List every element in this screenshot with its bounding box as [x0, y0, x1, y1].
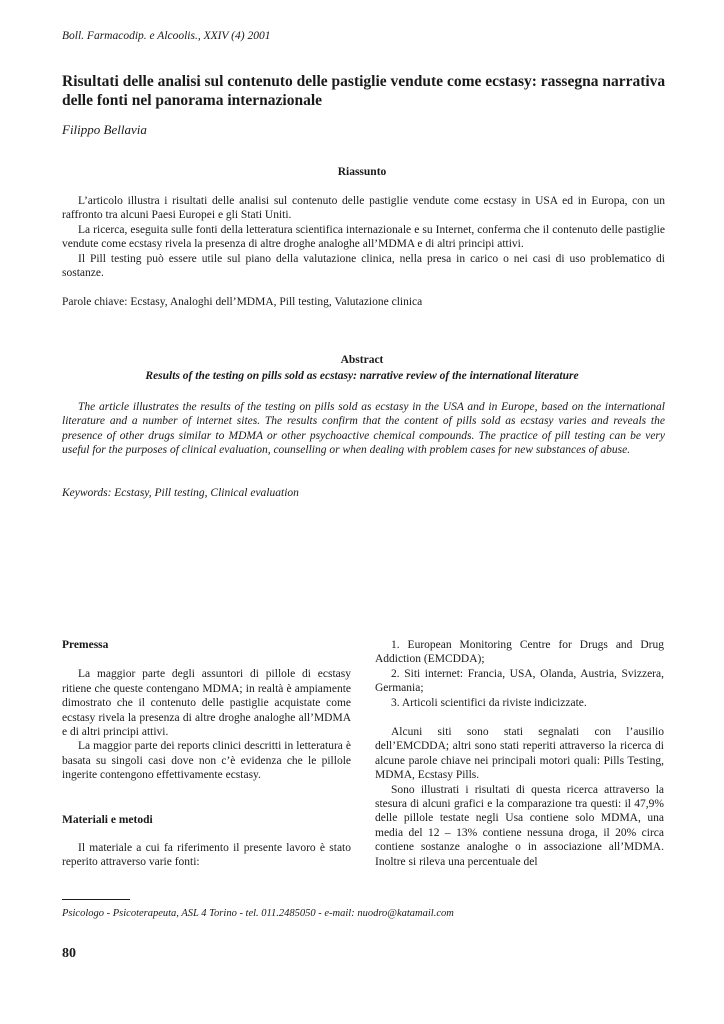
riassunto-paragraph: La ricerca, eseguita sulle fonti della letteratura scientifica internazionale e su Internet, conferma che il contenuto delle pastiglie vendute come ecstasy rivela la presenza di altre droghe analoghe all’MDMA e di altri principi attivi. — [62, 223, 665, 251]
source-list-item: 2. Siti internet: Francia, USA, Olanda, Austria, Svizzera, Germania; — [375, 667, 664, 695]
source-list-item: 3. Articoli scientifici da riviste indicizzate. — [391, 696, 587, 709]
footnote-divider — [62, 899, 130, 900]
riassunto-keywords: Parole chiave: Ecstasy, Analoghi dell’MDMA, Pill testing, Valutazione clinica — [62, 296, 423, 308]
premessa-paragraph: La maggior parte dei reports clinici descritti in letteratura è basata su singoli casi dove non c’è evidenza che le pillole ingerite contengono effettivamente ecstasy. — [62, 740, 351, 782]
abstract-subtitle: Results of the testing on pills sold as ecstasy: narrative review of the international literature — [145, 370, 579, 382]
body-paragraph: Alcuni siti sono stati segnalati con l’ausilio dell’EMCDDA; altri sono stati reperiti attraverso la ricerca di alcune parole chiave nei principali motori quali: Pills Testing, MDMA, Ecstasy Pills. — [375, 726, 664, 782]
journal-header: Boll. Farmacodip. e Alcoolis., XXIV (4) 2001 — [62, 30, 271, 42]
article-title: Risultati delle analisi sul contenuto delle pastiglie vendute come ecstasy: rassegna narrativa delle fonti nel panorama internazionale — [62, 73, 666, 109]
riassunto-paragraph: L’articolo illustra i risultati delle analisi sul contenuto delle pastiglie vendute come ecstasy in USA ed in Europa, con un raffronto tra alcuni Paesi Europei e gli Stati Uniti. — [62, 195, 665, 222]
left-column — [62, 638, 351, 870]
source-list-item: 1. European Monitoring Centre for Drugs and Drug Addiction (EMCDDA); — [375, 639, 664, 666]
abstract-paragraph: The article illustrates the results of the testing on pills sold as ecstasy in the USA and in Europe, based on the international literature and a number of internet sites. The results confirm that the content of pills sold as ecstasy varies and reveals the presence of other drugs similar to MDMA or other psychoactive chemical compounds. The practice of pill testing can be very useful for the purposes of clinical evaluation, counselling or when dealing with problem cases for new substances of abuse. — [62, 401, 665, 457]
premessa-paragraph: La maggior parte degli assuntori di pillole di ecstasy ritiene che queste contengano MDMA; in realtà è ampiamente dimostrato che il contenuto delle pastiglie acquistate come ecstasy rivela la presenza di altre droghe analoghe all’MDMA e di altri principi attivi. — [62, 668, 351, 739]
premessa-heading: Premessa — [62, 639, 109, 651]
riassunto-heading: Riassunto — [337, 166, 387, 178]
author-footnote: Psicologo - Psicoterapeuta, ASL 4 Torino - tel. 011.2485050 - e-mail: nuodro@katamail.com — [62, 908, 454, 919]
abstract-heading: Abstract — [340, 354, 384, 366]
abstract-body — [62, 400, 665, 458]
body-paragraph: Sono illustrati i risultati di questa ricerca attraverso la stesura di alcuni grafici e la comparazione tra questi: il 47,9% delle pillole testate negli Usa contiene solo MDMA, una media del 12 – 13% contiene nessuna droga, il 20% circa contiene sostanze analoghe o in associazione all’MDMA. Inoltre si rileva una percentuale del — [375, 783, 664, 868]
metodi-heading: Materiali e metodi — [62, 813, 153, 826]
right-column — [375, 638, 664, 869]
author-name: Filippo Bellavia — [62, 122, 147, 137]
riassunto-paragraph: Il Pill testing può essere utile sul piano della valutazione clinica, nella presa in carico o nei casi di uso problematico di sostanze. — [62, 252, 665, 280]
page-number: 80 — [62, 946, 76, 961]
metodi-paragraph: Il materiale a cui fa riferimento il presente lavoro è stato reperito attraverso varie fonti: — [62, 842, 351, 869]
abstract-keywords: Keywords: Ecstasy, Pill testing, Clinical evaluation — [62, 487, 299, 499]
riassunto-body — [62, 194, 665, 280]
